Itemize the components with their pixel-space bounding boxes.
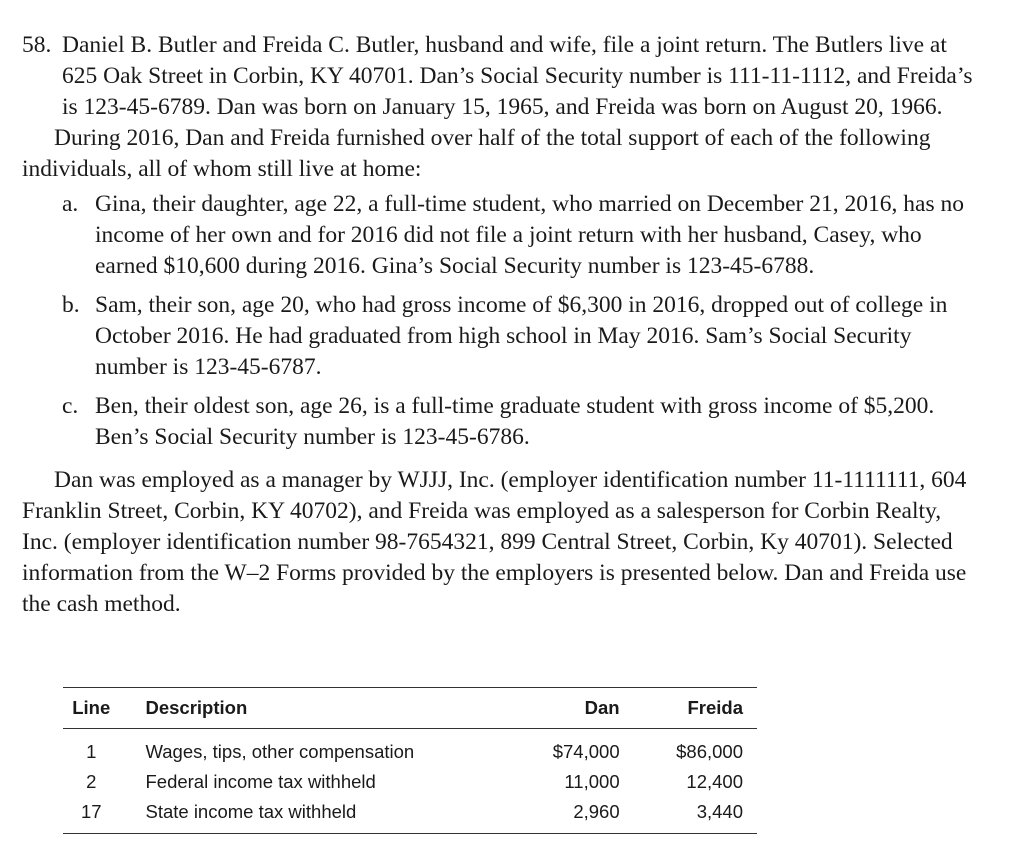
cell-freida: 3,440 [696,801,743,822]
item-letter: a. [62,191,79,217]
cell-dan: $74,000 [552,741,620,762]
employment-paragraph: Dan was employed as a manager by WJJJ, Inc. (employer identification number 11-1111111, 604 Franklin Street, Corbin, KY 40702), and Freida was employed as a salesperson for Corbin Realty, Inc. (employer identification number 98-7654321, 899 Central Street, Corbin, Ky 40701). Selected information from the W–2 Forms provided by the employers is presented below. Dan and Freida use the cash method. [22,467,967,617]
table-row [63,797,757,834]
cell-description: State income tax withheld [145,801,357,822]
problem-58 [22,30,982,620]
item-text: Sam, their son, age 20, who had gross income of $6,300 in 2016, dropped out of college in October 2016. He had graduated from high school in May 2016. Sam’s Social Security number is 123-45-6787. [95,292,948,380]
problem-number: 58. [22,32,52,58]
table-row [63,767,757,797]
cell-line: 2 [86,771,97,792]
list-item [22,189,982,282]
cell-dan: 2,960 [573,801,620,822]
header-dan: Dan [584,697,620,718]
problem-intro [22,30,982,123]
cell-description: Wages, tips, other compensation [145,741,415,762]
header-line: Line [72,697,111,718]
cell-line: 17 [80,801,102,822]
item-letter: c. [62,393,79,419]
cell-description: Federal income tax withheld [145,771,376,792]
w2-table [63,687,757,834]
list-item [22,290,982,383]
cell-line: 1 [86,741,97,762]
list-item [22,391,982,453]
header-freida: Freida [687,697,743,718]
item-text: Ben, their oldest son, age 26, is a full-time graduate student with gross income of $5,200. Ben’s Social Security number is 123-45-6786. [95,393,935,450]
cell-dan: 11,000 [564,771,620,792]
item-text: Gina, their daughter, age 22, a full-time student, who married on December 21, 2016, has no income of her own and for 2016 did not file a joint return with her husband, Casey, who earned $10,600 during 2016. Gina’s Social Security number is 123-45-6788. [95,191,964,279]
table-row [63,729,757,768]
table-header-row [63,688,757,729]
dependents-list [22,189,982,453]
cell-freida: $86,000 [676,741,743,762]
cell-freida: 12,400 [686,771,743,792]
intro-text: Daniel B. Butler and Freida C. Butler, husband and wife, file a joint return. The Butlers live at 625 Oak Street in Corbin, KY 40701. Dan’s Social Security number is 111-11-1112, and Freida’s is 123-45-6789. Dan was born on January 15, 1965, and Freida was born on August 20, 1966. [62,32,973,120]
item-letter: b. [62,292,80,318]
header-description: Description [145,697,248,718]
support-paragraph: During 2016, Dan and Freida furnished over half of the total support of each of the following individuals, all of whom still live at home: [22,125,931,182]
